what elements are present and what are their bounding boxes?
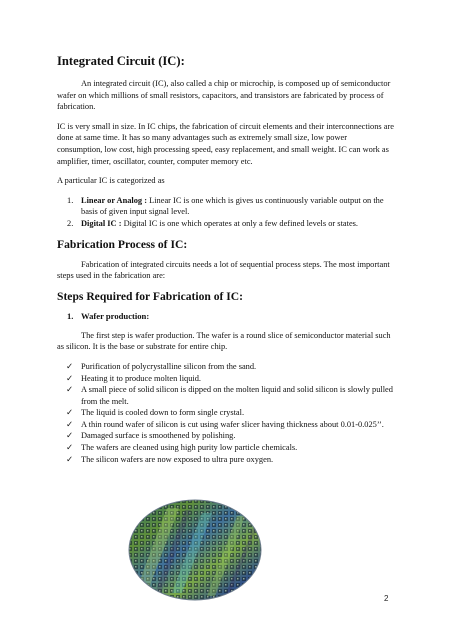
- fabrication-paragraph: Fabrication of integrated circuits needs a lot of sequential process steps. The most important steps used in the fabrication are:: [57, 259, 390, 281]
- silicon-wafer-image: [127, 498, 263, 602]
- ic-category-list: [57, 195, 394, 230]
- checklist-text: Damaged surface is smoothened by polishing.: [81, 431, 236, 441]
- step-heading-wafer-production: [57, 311, 394, 322]
- step-title: Wafer production:: [81, 310, 150, 321]
- silicon-wafer-illustration: [127, 498, 263, 602]
- list-item: [57, 442, 394, 454]
- check-icon: ✓: [66, 453, 74, 464]
- check-icon: ✓: [66, 384, 74, 395]
- check-icon: ✓: [66, 360, 74, 371]
- checklist-text: The silicon wafers are now exposed to ultra pure oxygen.: [81, 454, 274, 464]
- checklist-text: A thin round wafer of silicon is cut using wafer slicer having thickness about 0.01-0.025’’.: [81, 419, 384, 429]
- checklist-text: The wafers are cleaned using high purity low particle chemicals.: [81, 443, 298, 453]
- check-icon: ✓: [66, 418, 74, 429]
- category-term: Digital IC :: [81, 218, 122, 228]
- checklist-text: The liquid is cooled down to form single crystal.: [81, 408, 245, 418]
- wafer-paragraph: The first step is wafer production. The wafer is a round slice of semiconductor material such as silicon. It is the base or substrate for entire chip.: [57, 330, 391, 352]
- page-number: 2: [384, 594, 389, 603]
- list-item: [57, 218, 394, 230]
- list-item: [57, 373, 394, 385]
- category-description: Digital IC is one which operates at only a few defined levels or states.: [121, 218, 359, 228]
- categorized-text: A particular IC is categorized as: [57, 176, 165, 186]
- list-item: [57, 407, 394, 419]
- check-icon: ✓: [66, 372, 74, 383]
- intro-paragraph: An integrated circuit (IC), also called a chip or microchip, is composed up of semiconductor wafer on which millions of small resistors, capacitors, and transistors are fabricated by process of fabrication.: [57, 79, 391, 112]
- wafer-steps-checklist: [57, 361, 394, 465]
- check-icon: ✓: [66, 442, 74, 453]
- checklist-text: Purification of polycrystalline silicon from the sand.: [81, 361, 257, 371]
- list-number: 2.: [67, 218, 74, 228]
- step-number: 1.: [67, 310, 74, 321]
- page-content: [57, 54, 394, 473]
- fabrication-heading: Fabrication Process of IC:: [57, 237, 188, 251]
- list-item: [57, 361, 394, 373]
- size-paragraph: IC is very small in size. In IC chips, the fabrication of circuit elements and their interconnections are done at same time. It has so many advantages such as extremely small size, low power consumption, low cost, high processing speed, easy replacement, and small weight. IC can work as amplifier, timer, oscillator, counter, computer memory etc.: [57, 121, 394, 166]
- list-item: [57, 195, 394, 218]
- list-item: [57, 430, 394, 442]
- category-description: Linear IC is one which is gives us continuously variable output on the basis of given input signal level.: [81, 195, 384, 217]
- steps-heading: Steps Required for Fabrication of IC:: [57, 289, 244, 303]
- list-item: [57, 384, 394, 407]
- list-item: [57, 454, 394, 466]
- list-number: 1.: [67, 195, 74, 205]
- list-item: [57, 419, 394, 431]
- checklist-text: A small piece of solid silicon is dipped on the molten liquid and solid silicon is slowly pulled from the melt.: [81, 385, 393, 406]
- check-icon: ✓: [66, 430, 74, 441]
- page-title: Integrated Circuit (IC):: [57, 54, 185, 68]
- checklist-text: Heating it to produce molten liquid.: [81, 373, 202, 383]
- category-term: Linear or Analog :: [81, 195, 147, 205]
- check-icon: ✓: [66, 407, 74, 418]
